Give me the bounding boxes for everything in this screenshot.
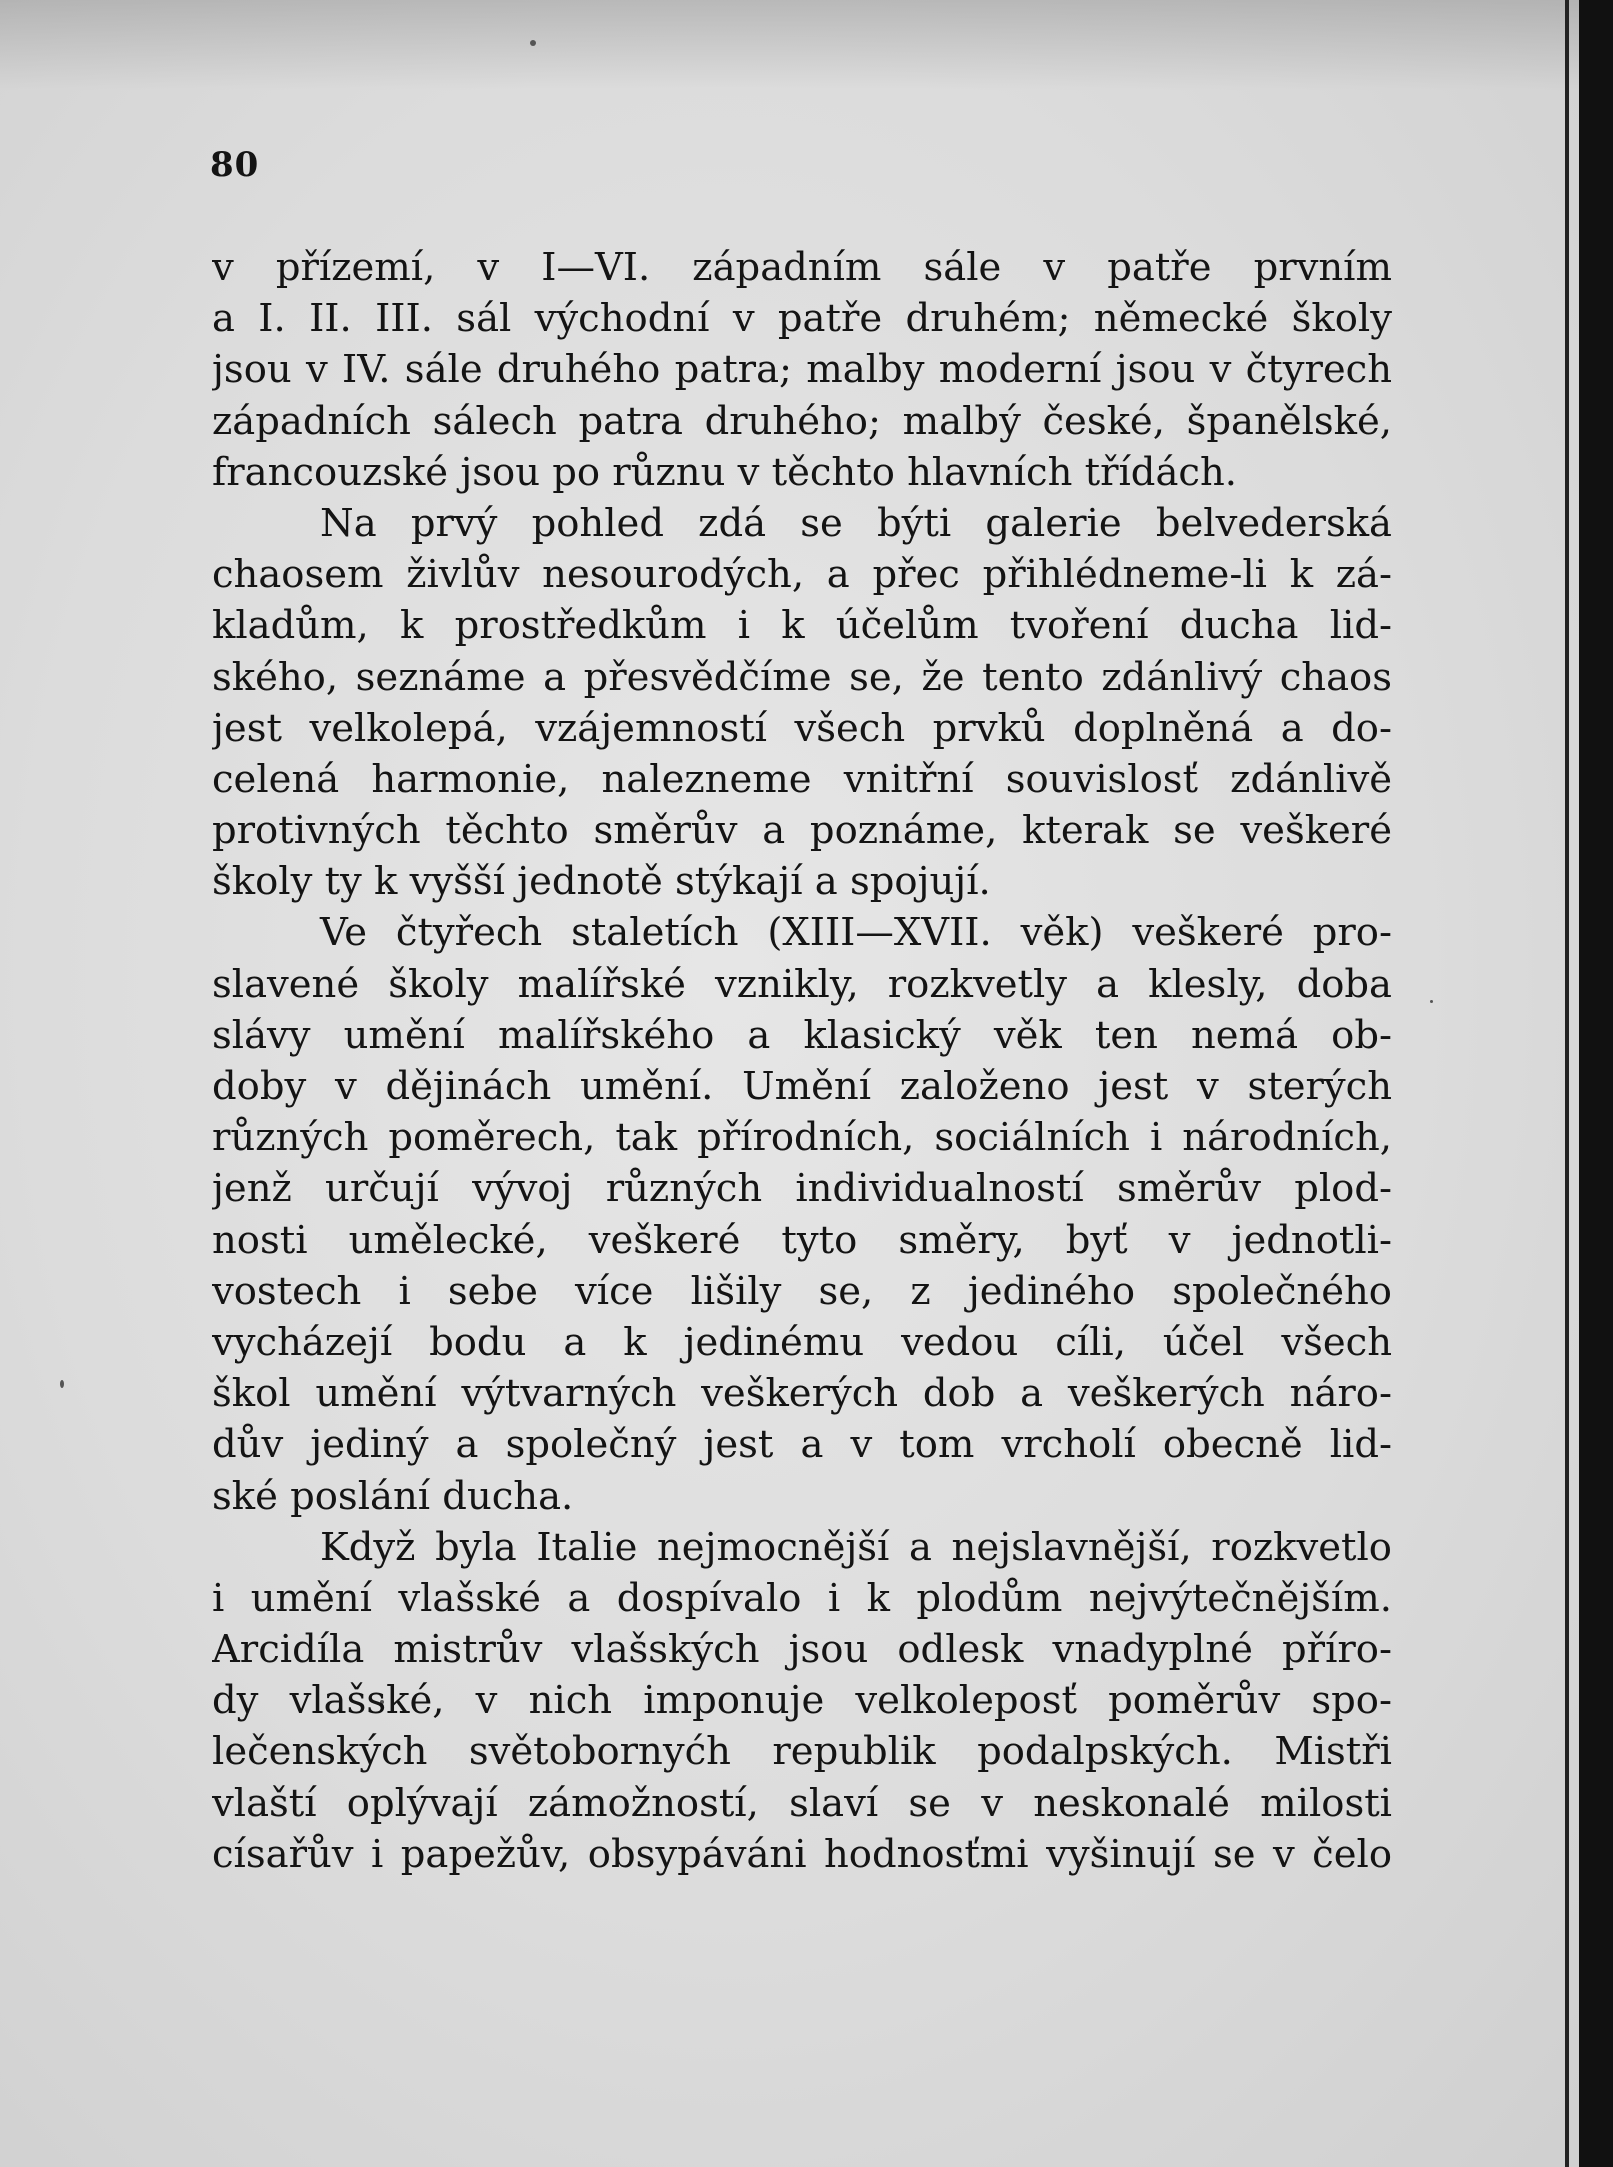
text-line: jsou v IV. sále druhého patra; malby moderní jsou v čtyrech xyxy=(212,347,1392,393)
text-line: ské poslání ducha. xyxy=(212,1473,574,1519)
scan-speck xyxy=(1430,1000,1433,1003)
body-text xyxy=(212,242,1392,1880)
text-line: nosti umělecké, veškeré tyto směry, byť v jednotli- xyxy=(212,1217,1392,1263)
text-line: škol umění výtvarných veškerých dob a veškerých náro- xyxy=(212,1371,1392,1417)
paragraph-start-line: Když byla Italie nejmocnější a nejslavnější, rozkvetlo xyxy=(320,1524,1392,1570)
scan-speck xyxy=(60,1380,64,1388)
text-line: vostech i sebe více lišily se, z jediného společného xyxy=(212,1268,1392,1314)
text-line: Arcidíla mistrův vlašských jsou odlesk vnadyplné příro- xyxy=(212,1627,1392,1673)
text-line: dův jediný a společný jest a v tom vrcholí obecně lid- xyxy=(212,1422,1392,1468)
text-line: školy ty k vyšší jednotě stýkají a spojují. xyxy=(212,859,991,905)
text-line: kladům, k prostředkům i k účelům tvoření ducha lid- xyxy=(212,603,1392,649)
text-line: celená harmonie, nalezneme vnitřní souvislosť zdánlivě xyxy=(212,756,1392,802)
text-line: v přízemí, v I—VI. západním sále v patře prvním xyxy=(212,245,1392,290)
text-line: jest velkolepá, vzájemností všech prvků doplněná a do- xyxy=(212,705,1392,751)
page-edge-line xyxy=(1565,0,1569,2167)
text-line: dy vlašské, v nich imponuje velkoleposť poměrův spo- xyxy=(212,1678,1392,1724)
text-line: chaosem živlův nesourodých, a přec přihlédneme-li k zá- xyxy=(212,552,1392,598)
paragraph-start-line: Na prvý pohled zdá se býti galerie belvederská xyxy=(320,500,1392,546)
text-line: jenž určují vývoj různých individualností směrův plod- xyxy=(212,1166,1392,1212)
text-line: ského, seznáme a přesvědčíme se, že tento zdánlivý chaos xyxy=(212,654,1392,700)
text-line: slávy umění malířského a klasický věk ten nemá ob- xyxy=(212,1012,1392,1058)
text-line: lečenských světobornyćh republik podalpských. Mistři xyxy=(212,1729,1392,1775)
text-line: vycházejí bodu a k jedinému vedou cíli, účel všech xyxy=(212,1319,1392,1365)
binding-edge xyxy=(1579,0,1613,2167)
text-line: západních sálech patra druhého; malbý české, španělské, xyxy=(212,398,1392,444)
text-line: francouzské jsou po různu v těchto hlavních třídách. xyxy=(212,449,1238,495)
page-number: 80 xyxy=(210,145,260,185)
text-line: a I. II. III. sál východní v patře druhém; německé školy xyxy=(212,296,1392,342)
text-line: vlaští oplývají zámožností, slaví se v neskonalé milosti xyxy=(212,1780,1392,1826)
top-shadow xyxy=(0,0,1613,90)
text-line: císařův i papežův, obsypáváni hodnosťmi vyšinují se v čelo xyxy=(212,1831,1392,1877)
text-line: různých poměrech, tak přírodních, sociálních i národních, xyxy=(212,1115,1392,1161)
text-line: slavené školy malířské vznikly, rozkvetly a klesly, doba xyxy=(212,961,1392,1007)
text-line: protivných těchto směrův a poznáme, kterak se veškeré xyxy=(212,808,1392,854)
text-line: i umění vlašské a dospívalo i k plodům nejvýtečnějším. xyxy=(212,1575,1392,1621)
text-line: doby v dějinách umění. Umění založeno jest v sterých xyxy=(212,1064,1392,1109)
scan-speck xyxy=(530,40,536,46)
paragraph-start-line: Ve čtyřech staletích (XIII—XVII. věk) veškeré pro- xyxy=(320,910,1392,956)
